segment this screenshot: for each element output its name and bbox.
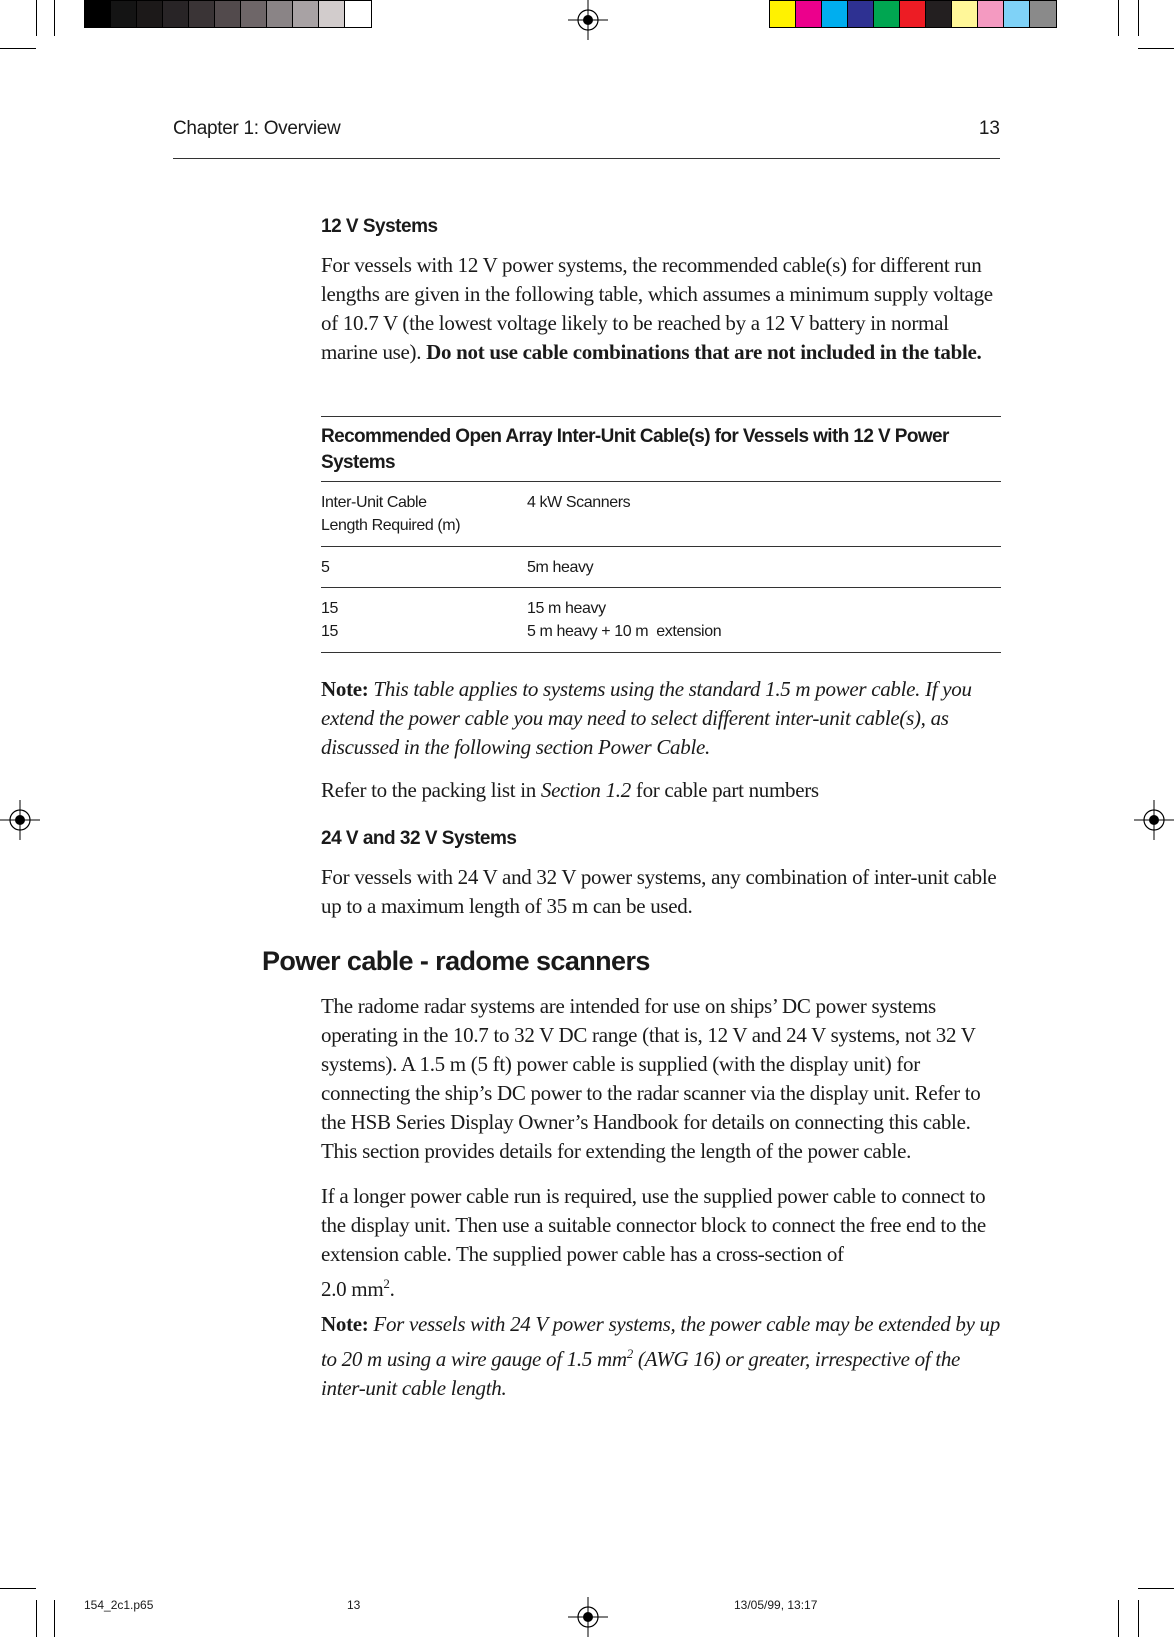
crop-mark	[1138, 1588, 1174, 1589]
column-header-length	[321, 491, 460, 537]
color-swatch	[978, 1, 1004, 27]
table-rule	[321, 481, 1001, 482]
paragraph-12v-intro	[321, 251, 1001, 367]
color-swatch	[1004, 1, 1030, 27]
note-text: For vessels with 24 V power systems, the power cable may be extended by up to 20 m using a wire gauge of 1.5 mm	[321, 1312, 1000, 1371]
color-swatch	[874, 1, 900, 27]
superscript: 2	[626, 1346, 633, 1361]
color-swatch-bar	[769, 0, 1057, 28]
table-rule	[321, 416, 1001, 417]
table-rule	[321, 546, 1001, 547]
crop-mark	[1138, 1600, 1139, 1637]
color-swatch	[137, 1, 163, 27]
reference-text: Refer to the packing list in	[321, 778, 541, 802]
heading-24v-32v-systems: 24 V and 32 V Systems	[321, 828, 517, 849]
registration-mark-icon	[0, 800, 40, 840]
crop-mark	[1138, 48, 1174, 49]
crop-mark	[0, 48, 36, 49]
registration-mark-icon	[568, 1597, 608, 1637]
color-swatch	[1030, 1, 1056, 27]
color-swatch	[345, 1, 371, 27]
page-number: 13	[978, 118, 1000, 139]
color-swatch	[926, 1, 952, 27]
warning-text: Do not use cable combinations that are not included in the table.	[426, 340, 982, 364]
registration-mark-icon	[568, 0, 608, 40]
column-header-4kw: 4 kW Scanners	[527, 494, 631, 511]
color-swatch	[293, 1, 319, 27]
color-swatch	[163, 1, 189, 27]
color-swatch	[952, 1, 978, 27]
color-swatch	[319, 1, 345, 27]
superscript: 2	[383, 1276, 390, 1291]
color-swatch	[900, 1, 926, 27]
note-text: This table applies to systems using the standard 1.5 m power cable. If you extend the power cable you may need to select different inter-unit cable(s), as discussed in the following section Power Cable.	[321, 677, 972, 759]
chapter-title: Chapter 1: Overview	[173, 118, 341, 139]
column-header-line: Inter-Unit Cable	[321, 494, 427, 511]
footer-filename: 154_2c1.p65	[84, 1598, 154, 1612]
running-header	[173, 114, 1000, 159]
paragraph-power-cable-extension	[321, 1182, 1001, 1304]
color-swatch	[85, 1, 111, 27]
table-cell-length: 5	[321, 559, 330, 576]
gray-swatch-bar	[84, 0, 372, 28]
cable-table	[321, 416, 1001, 653]
paragraph-text: If a longer power cable run is required, use the supplied power cable to connect to the display unit. Then use a suitable connector block to connect the free end to the extension cable. The supplied power cable has a cross-section of	[321, 1184, 986, 1266]
color-swatch	[796, 1, 822, 27]
table-cell-cable: 15 m heavy	[527, 600, 606, 617]
note-label: Note:	[321, 1312, 369, 1336]
crop-mark	[1118, 1600, 1119, 1637]
crop-mark	[0, 1588, 36, 1589]
packing-list-reference	[321, 776, 1001, 805]
crop-mark	[36, 1600, 37, 1637]
paragraph-24v-32v: For vessels with 24 V and 32 V power systems, any combination of inter-unit cable up to a maximum length of 35 m can be used.	[321, 865, 997, 918]
color-swatch	[241, 1, 267, 27]
crop-mark	[54, 0, 55, 36]
punctuation: .	[389, 1277, 395, 1301]
note-text: (AWG 16) or greater, irrespective of the inter-unit cable length.	[321, 1347, 961, 1400]
footer-datetime: 13/05/99, 13:17	[734, 1598, 818, 1612]
color-swatch	[770, 1, 796, 27]
color-swatch	[111, 1, 137, 27]
crop-mark	[36, 0, 37, 36]
heading-12v-systems: 12 V Systems	[321, 216, 438, 237]
paragraph-text: For vessels with 12 V power systems, the recommended cable(s) for different run lengths are given in the following table, which assumes a minimum supply voltage of 10.7 V (the lowest voltage likely to be reached by a 12 V battery in normal marine use).	[321, 253, 993, 364]
table-cell-length: 15	[321, 623, 338, 640]
table-cell-cable: 5m heavy	[527, 559, 594, 576]
footer-page: 13	[347, 1598, 361, 1612]
crop-mark	[54, 1600, 55, 1637]
reference-text: for cable part numbers	[630, 778, 819, 802]
color-swatch	[215, 1, 241, 27]
table-rule	[321, 652, 1001, 653]
section-reference-link: Section 1.2	[540, 778, 631, 802]
table-cell-length: 15	[321, 600, 338, 617]
crop-mark	[1118, 0, 1119, 36]
color-swatch	[267, 1, 293, 27]
color-swatch	[848, 1, 874, 27]
table-cell-cable: 5 m heavy + 10 m extension	[527, 623, 722, 640]
power-cable-note	[321, 1310, 1001, 1403]
registration-mark-icon	[1134, 800, 1174, 840]
column-header-line: Length Required (m)	[321, 517, 461, 534]
color-swatch	[189, 1, 215, 27]
table-rule	[321, 587, 1001, 588]
note-label: Note:	[321, 677, 369, 701]
paragraph-power-cable-intro: The radome radar systems are intended for use on ships’ DC power systems operating in the 10.7 to 32 V DC range (that is, 12 V and 24 V systems, not 32 V systems). A 1.5 m (5 ft) power cable is supplied (with the display unit) for connecting the ship’s DC power to the radar scanner via the display unit. Refer to the HSB Series Display Owner’s Handbook for details on connecting this cable. This section provides details for extending the length of the power cable.	[321, 994, 981, 1163]
cross-section-value: 2.0 mm	[321, 1277, 384, 1301]
color-swatch	[822, 1, 848, 27]
table-caption: Recommended Open Array Inter-Unit Cable(s) for Vessels with 12 V Power Systems	[321, 426, 949, 473]
heading-power-cable: Power cable - radome scanners	[262, 946, 650, 976]
crop-mark	[1138, 0, 1139, 36]
table-note	[321, 675, 1001, 762]
